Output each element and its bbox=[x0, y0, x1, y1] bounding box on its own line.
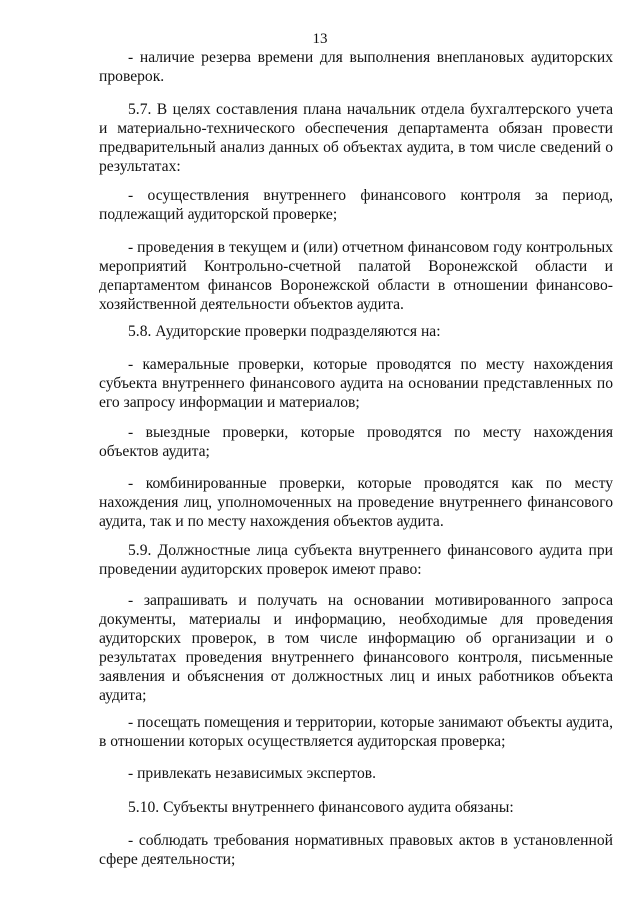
paragraph-request-documents: - запрашивать и получать на основании мотивированного запроса документы, материалы и информацию, необходимые для проведения аудиторских проверок, в том числе информацию об организации и о результатах проведения внутреннего финансового контроля, письменные заявления и объяснения от должностных лиц и иных работников объекта аудита; bbox=[99, 592, 613, 704]
paragraph-visit-premises: - посещать помещения и территории, которые занимают объекты аудита, в отношении которых осуществляется аудиторская проверка; bbox=[99, 714, 613, 750]
paragraph-comply-requirements: - соблюдать требования нормативных правовых актов в установленной сфере деятельности; bbox=[99, 832, 613, 868]
page-number: 13 bbox=[312, 31, 328, 47]
paragraph-control-measures: - проведения в текущем и (или) отчетном финансовом году контрольных мероприятий Контрольно-счетной палатой Воронежской области и департаментом финансов Воронежской области в отношении финансово-хозяйственной деятельности объектов аудита. bbox=[99, 239, 613, 313]
paragraph-combined-audits: - комбинированные проверки, которые проводятся как по месту нахождения лиц, уполномоченных на проведение внутреннего финансового аудита, так и по месту нахождения объектов аудита. bbox=[99, 475, 613, 530]
paragraph-internal-control: - осуществления внутреннего финансового контроля за период, подлежащий аудиторской проверке; bbox=[99, 187, 613, 223]
paragraph-reserve-time: - наличие резерва времени для выполнения внеплановых аудиторских проверок. bbox=[99, 49, 613, 85]
paragraph-desk-audits: - камеральные проверки, которые проводятся по месту нахождения субъекта внутреннего финансового аудита на основании представленных по его запросу информации и материалов; bbox=[99, 356, 613, 411]
paragraph-5-8: 5.8. Аудиторские проверки подразделяются на: bbox=[128, 323, 441, 340]
paragraph-independent-experts: - привлекать независимых экспертов. bbox=[128, 765, 376, 782]
paragraph-5-10: 5.10. Субъекты внутреннего финансового аудита обязаны: bbox=[128, 799, 514, 816]
paragraph-5-7: 5.7. В целях составления плана начальник отдела бухгалтерского учета и материально-технического обеспечения департамента обязан провести предварительный анализ данных об объектах аудита, в том числе сведений о результатах: bbox=[99, 101, 613, 175]
paragraph-field-audits: - выездные проверки, которые проводятся по месту нахождения объектов аудита; bbox=[99, 424, 613, 460]
paragraph-5-9: 5.9. Должностные лица субъекта внутреннего финансового аудита при проведении аудиторских проверок имеют право: bbox=[99, 542, 613, 578]
